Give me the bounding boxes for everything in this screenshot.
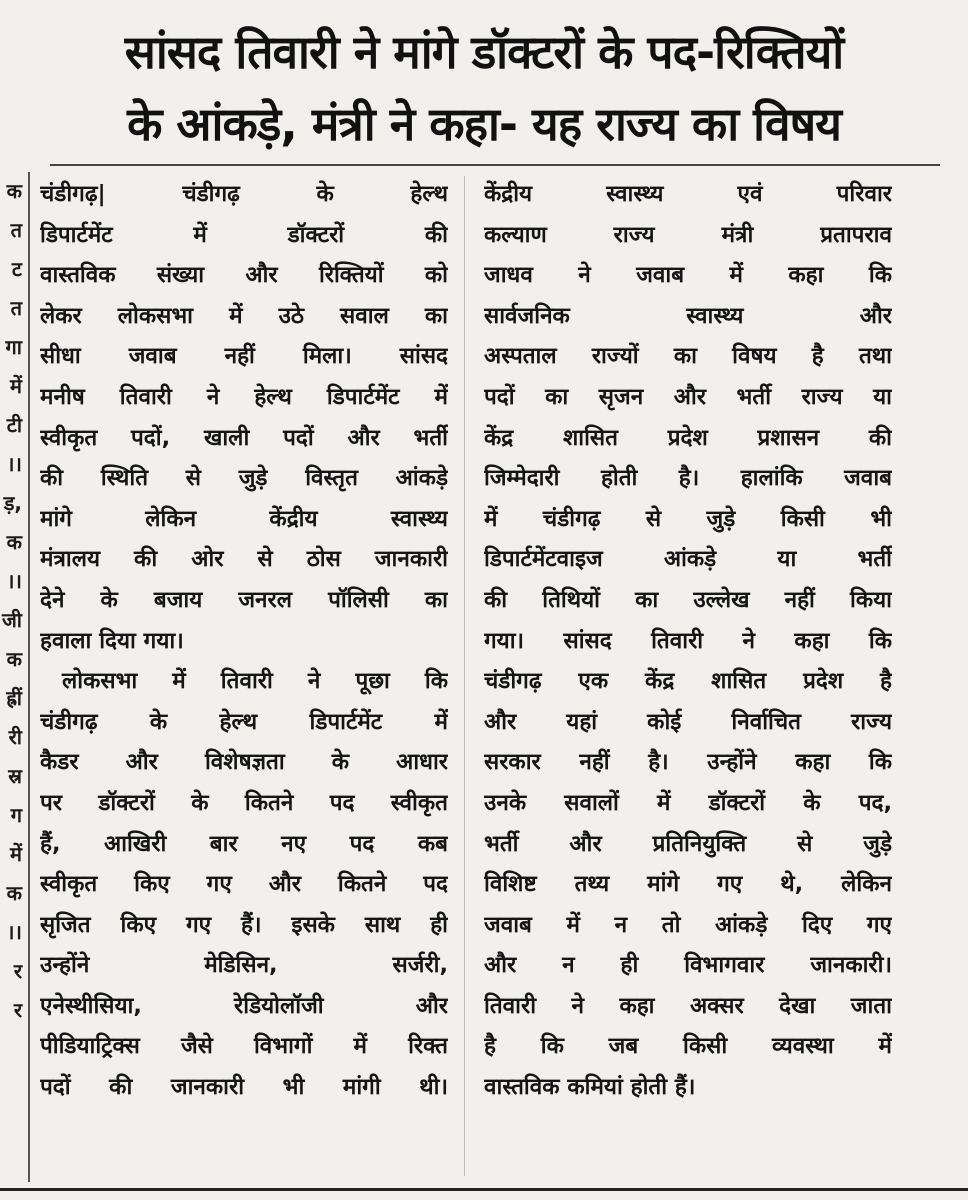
article-line: चंडीगढ़ एक केंद्र शासित प्रदेश है — [484, 668, 892, 695]
article-line: सरकार नहीं है। उन्होंने कहा कि — [484, 749, 892, 776]
article-line: गया। सांसद तिवारी ने कहा कि — [484, 627, 892, 654]
article-line: पदों की जानकारी भी मांगी थी। — [40, 1074, 448, 1101]
edge-fragment: टी — [6, 413, 22, 437]
article-line: तिवारी ने कहा अक्सर देखा जाता — [484, 992, 892, 1019]
article-line: सृजित किए गए हैं। इसके साथ ही — [40, 911, 448, 938]
article-line: जाधव ने जवाब में कहा कि — [484, 262, 892, 289]
edge-fragment: में — [10, 374, 22, 398]
article-headline — [34, 16, 934, 160]
article-line: हैं, आखिरी बार नए पद कब — [40, 830, 448, 857]
article-line: सार्वजनिक स्वास्थ्य और — [484, 302, 892, 329]
article-line: डिपार्टमेंटवाइज आंकड़े या भर्ती — [484, 546, 892, 573]
edge-fragment: त — [10, 296, 22, 320]
edge-fragment: ट — [11, 257, 22, 281]
headline-line-2: के आंकड़े, मंत्री ने कहा- यह राज्य का विषय — [127, 97, 841, 151]
article-line: सीधा जवाब नहीं मिला। सांसद — [40, 343, 448, 370]
edge-fragment: ड़, — [3, 491, 22, 515]
article-line: में चंडीगढ़ से जुड़े किसी भी — [484, 505, 892, 532]
edge-fragment: क — [6, 647, 22, 671]
article-column-left — [40, 174, 448, 1108]
edge-fragment: र — [13, 959, 22, 983]
edge-fragment: ग — [10, 803, 22, 827]
article-line: एनेस्थीसिया, रेडियोलॉजी और — [40, 992, 448, 1019]
article-line: देने के बजाय जनरल पॉलिसी का — [40, 586, 448, 613]
article-line: उन्होंने मेडिसिन, सर्जरी, — [40, 952, 448, 979]
article-line: है कि जब किसी व्यवस्था में — [484, 1033, 892, 1060]
edge-fragment: ।। — [6, 920, 22, 944]
edge-fragment: क — [6, 179, 22, 203]
article-line: मंत्रालय की ओर से ठोस जानकारी — [40, 546, 448, 573]
article-line: डिपार्टमेंट में डॉक्टरों की — [40, 221, 448, 248]
article-line: मनीष तिवारी ने हेल्थ डिपार्टमेंट में — [40, 383, 448, 410]
article-line: चंडीगढ़ के हेल्थ डिपार्टमेंट में — [40, 708, 448, 735]
edge-fragment: स्र — [8, 764, 22, 788]
article-line: और न ही विभागवार जानकारी। — [484, 952, 892, 979]
article-line: उनके सवालों में डॉक्टरों के पद, — [484, 789, 892, 816]
article-line: भर्ती और प्रतिनियुक्ति से जुड़े — [484, 830, 892, 857]
article-line: की तिथियों का उल्लेख नहीं किया — [484, 586, 892, 613]
article-line: पदों का सृजन और भर्ती राज्य या — [484, 383, 892, 410]
article-column-right — [484, 174, 892, 1108]
article-line: लोकसभा में तिवारी ने पूछा कि — [62, 668, 448, 695]
edge-fragment: क — [6, 530, 22, 554]
article-line: हवाला दिया गया। — [40, 627, 184, 654]
article-line: जवाब में न तो आंकड़े दिए गए — [484, 911, 892, 938]
article-line: स्वीकृत पदों, खाली पदों और भर्ती — [40, 424, 448, 451]
article-line: कल्याण राज्य मंत्री प्रतापराव — [484, 221, 892, 248]
article-line: जिम्मेदारी होती है। हालांकि जवाब — [484, 465, 892, 492]
edge-fragment: र — [13, 998, 22, 1022]
article-line: वास्तविक संख्या और रिक्तियों को — [40, 262, 448, 289]
edge-fragment: ।। — [6, 569, 22, 593]
edge-fragment: ।। — [6, 452, 22, 476]
article-line: केंद्र शासित प्रदेश प्रशासन की — [484, 424, 892, 451]
article-line: पर डॉक्टरों के कितने पद स्वीकृत — [40, 789, 448, 816]
edge-fragment: री — [8, 725, 22, 749]
article-line: कैडर और विशेषज्ञता के आधार — [40, 749, 448, 776]
adjacent-article-edge — [0, 172, 30, 1182]
article-line: लेकर लोकसभा में उठे सवाल का — [40, 302, 448, 329]
article-line: स्वीकृत किए गए और कितने पद — [40, 871, 448, 898]
article-line: वास्तविक कमियां होती हैं। — [484, 1074, 696, 1101]
edge-fragment: क — [6, 881, 22, 905]
edge-fragment: ह्रीं — [6, 686, 22, 710]
article-line: और यहां कोई निर्वाचित राज्य — [484, 708, 892, 735]
article-line: केंद्रीय स्वास्थ्य एवं परिवार — [484, 181, 892, 207]
article-line: पीडियाट्रिक्स जैसे विभागों में रिक्त — [40, 1033, 448, 1060]
column-divider — [464, 176, 465, 1176]
edge-fragment: जी — [1, 608, 22, 632]
article-line: मांगे लेकिन केंद्रीय स्वास्थ्य — [40, 505, 448, 532]
headline-rule — [50, 164, 940, 166]
article-line: अस्पताल राज्यों का विषय है तथा — [484, 343, 892, 370]
article-line: की स्थिति से जुड़े विस्तृत आंकड़े — [40, 465, 448, 492]
edge-fragment: त — [10, 218, 22, 242]
article-line: चंडीगढ़| चंडीगढ़ के हेल्थ — [40, 181, 448, 207]
article-line: विशिष्ट तथ्य मांगे गए थे, लेकिन — [484, 871, 892, 898]
bottom-border — [0, 1188, 968, 1191]
edge-fragment: गा — [5, 335, 22, 359]
headline-line-1: सांसद तिवारी ने मांगे डॉक्टरों के पद-रिक्तियों — [124, 25, 844, 79]
edge-fragment: में — [10, 842, 22, 866]
